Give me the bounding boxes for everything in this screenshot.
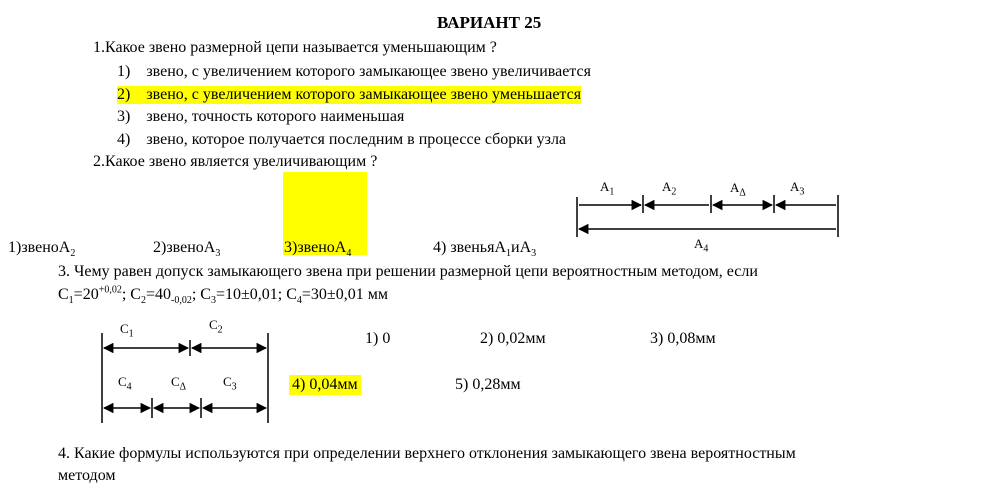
- q2-answer-1[interactable]: 1)звеноA$_2$: [8, 239, 76, 260]
- diagram-label-c3: $C_3$: [223, 374, 237, 393]
- q2-answer-4[interactable]: 4) $звеньяA_1иA_3$: [433, 239, 537, 260]
- q3-answer-3[interactable]: 3) 0,08мм: [650, 330, 716, 347]
- question-1-text: 1.Какое звено размерной цепи называется уменьшающим ?: [93, 39, 497, 56]
- question-4-text-line1: 4. Какие формулы используются при определении верхнего отклонения замыкающего звена вероятностным: [58, 445, 796, 462]
- q3-answer-2[interactable]: 2) 0,02мм: [480, 330, 546, 347]
- question-2-text: 2.Какое звено является увеличивающим ?: [93, 153, 378, 170]
- diagram-label-cdelta: $C_\Delta$: [171, 374, 187, 393]
- q3-answer-5[interactable]: 5) 0,28мм: [455, 376, 521, 393]
- q3-answer-4-correct[interactable]: 4) 0,04мм: [289, 375, 361, 395]
- option-number: 3): [117, 108, 131, 125]
- option-text: звено, точность которого наименьшая: [146, 108, 405, 125]
- q2-answer-2[interactable]: 2)звеноA$_3$: [153, 239, 221, 260]
- question-3-conditions: $C_1=20^{+0,02}$; $C_2=40_{-0,02}$; $C_3=10\pm 0,01$; $C_4=30\pm 0,01$ мм: [58, 284, 388, 307]
- diagram-label-c1: $C_1$: [120, 321, 134, 340]
- question-3-text: 3. Чему равен допуск замыкающего звена при решении размерной цепи вероятностным методом, если: [58, 263, 758, 280]
- page-title: ВАРИАНТ 25: [437, 13, 542, 32]
- option-number: 4): [117, 131, 131, 148]
- diagram-label-c2: $C_2$: [209, 317, 223, 336]
- q2-answer-3-correct[interactable]: 3)звеноA$_4$: [284, 239, 352, 260]
- diagram-label-a1: $A_1$: [600, 179, 615, 198]
- question-4-text-line2: методом: [58, 467, 116, 484]
- q3-chain-diagram: [102, 333, 268, 423]
- option-number: 2): [117, 86, 131, 103]
- option-text: звено, с увеличением которого замыкающее звено увеличивается: [146, 63, 591, 80]
- diagram-label-adelta: $A_\Delta$: [730, 180, 746, 199]
- diagram-label-c4: $C_4$: [118, 374, 132, 393]
- option-number: 1): [117, 63, 131, 80]
- q3-answer-1[interactable]: 1) 0: [365, 330, 391, 347]
- diagram-label-a4: $A_4$: [694, 236, 709, 255]
- option-text: звено, с увеличением которого замыкающее звено уменьшается: [146, 86, 582, 103]
- option-text: звено, которое получается последним в процессе сборки узла: [146, 131, 567, 148]
- q2-chain-diagram: [577, 195, 838, 237]
- diagram-label-a3: $A_3$: [790, 179, 805, 198]
- diagram-label-a2: $A_2$: [662, 179, 677, 198]
